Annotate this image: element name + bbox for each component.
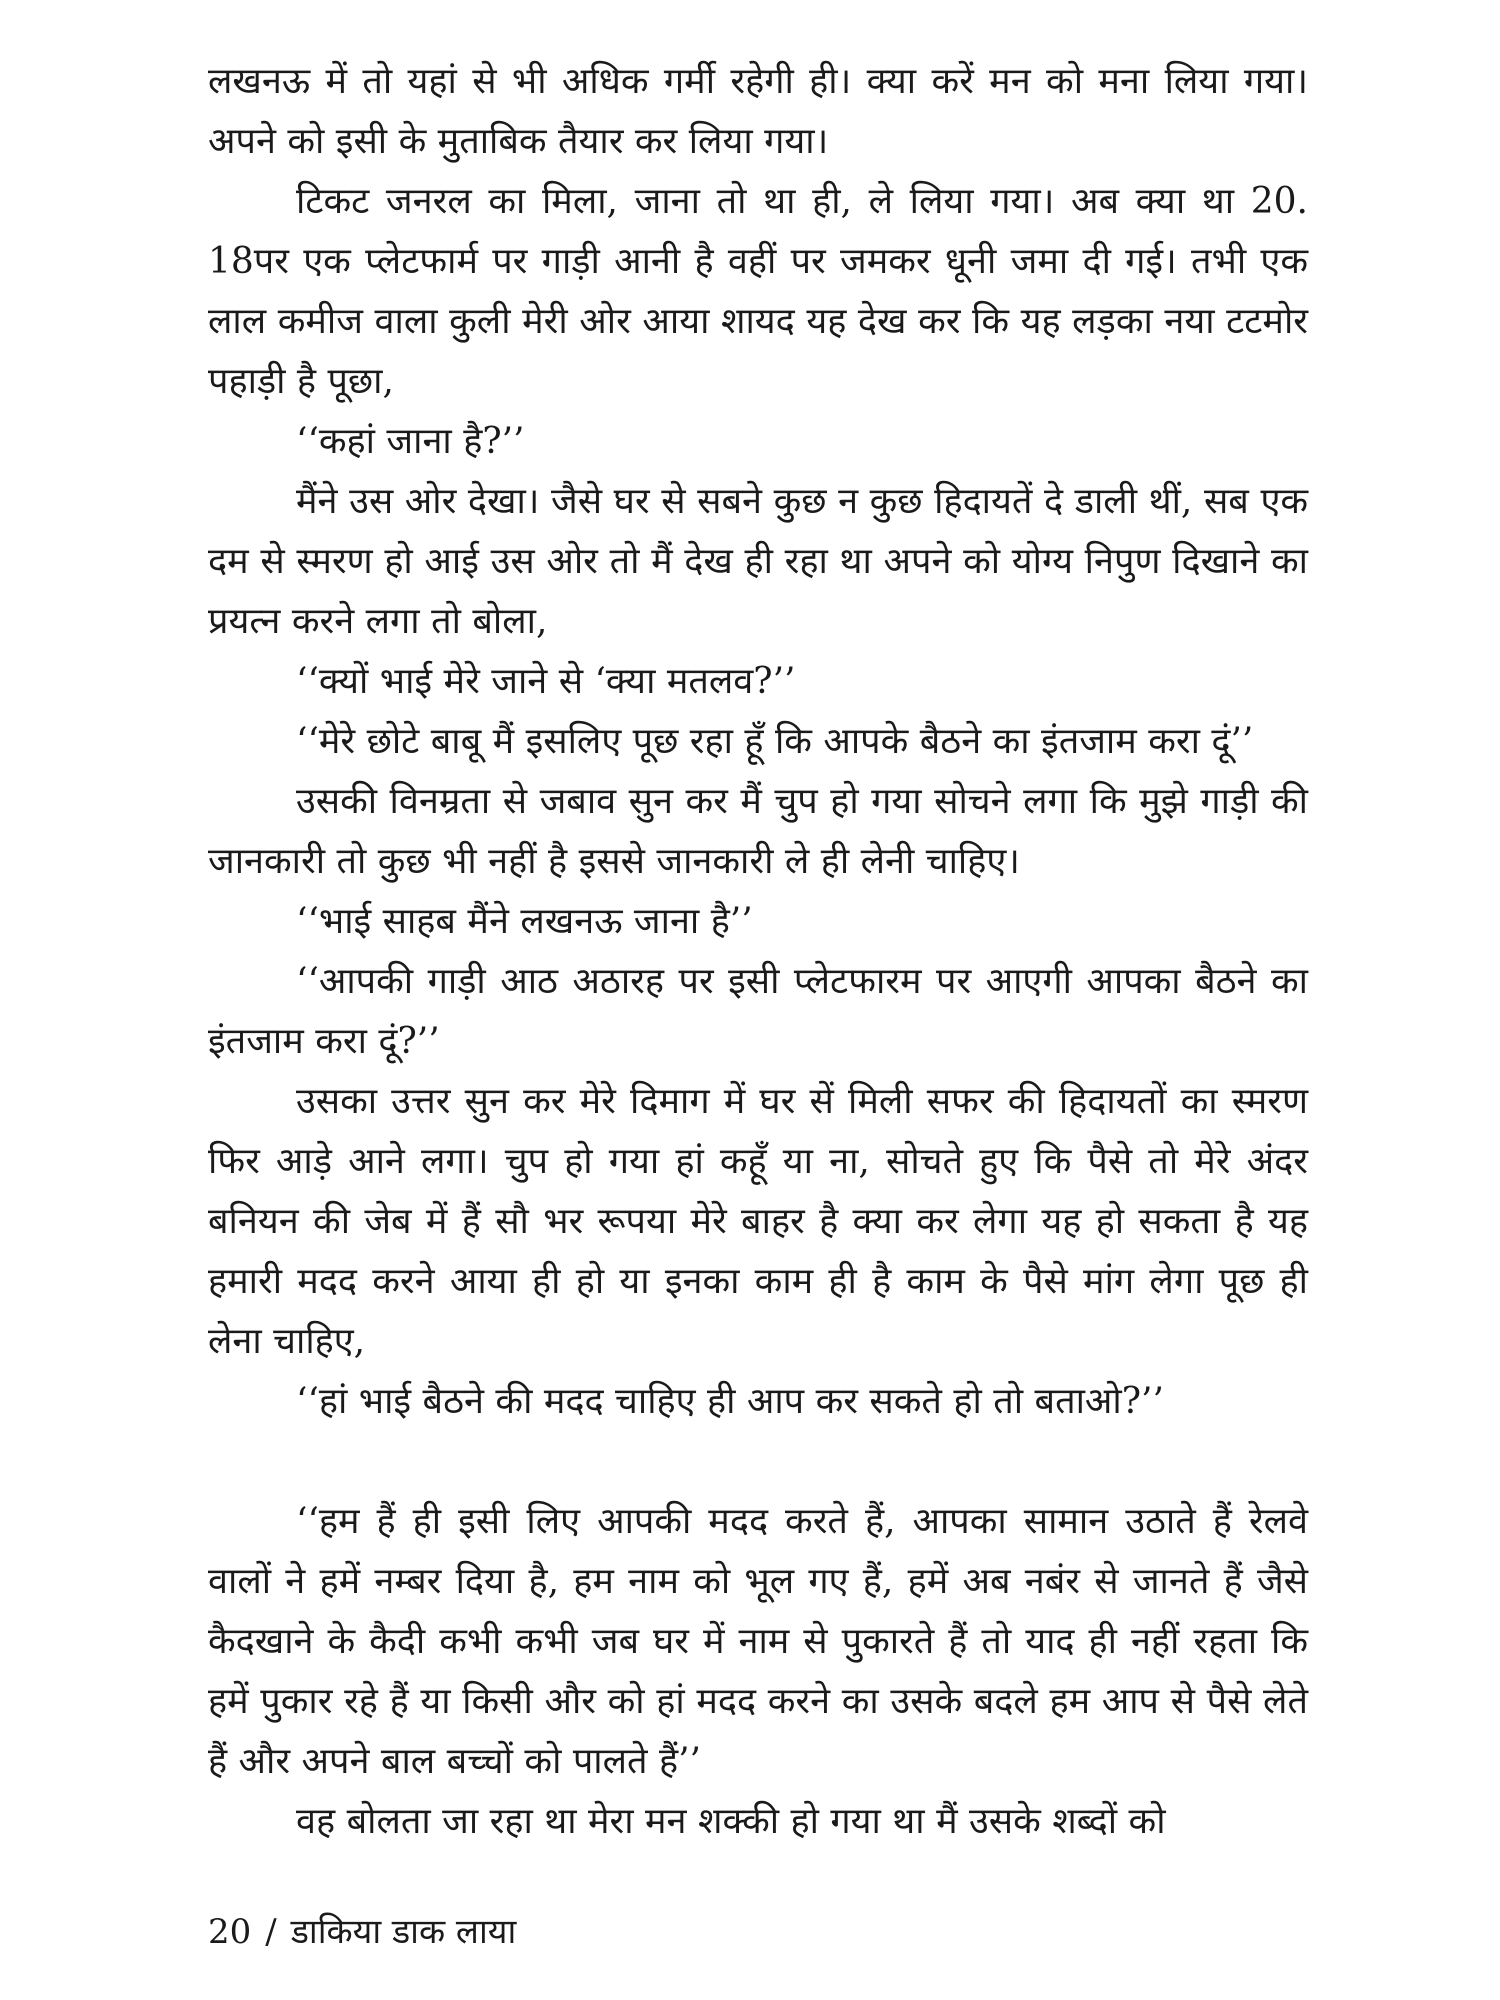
body-text xyxy=(208,52,1308,1852)
page-footer xyxy=(208,1908,516,1956)
page-number: 20 xyxy=(208,1912,252,1952)
dialogue-line: ‘‘मेरे छोटे बाबू मैं इसलिए पूछ रहा हूँ कि आपके बैठने का इंतजाम करा दूं’’ xyxy=(296,721,1254,762)
paragraph: उसकी विनम्रता से जबाव सुन कर मैं चुप हो गया सोचने लगा कि मुझे गाड़ी की जानकारी तो कुछ भी नहीं है इससे जानकारी ले ही लेनी चाहिए। xyxy=(208,781,1308,882)
book-title: डाकिया डाक लाया xyxy=(290,1912,517,1952)
paragraph: उसका उत्तर सुन कर मेरे दिमाग में घर सें मिली सफर की हिदायतों का स्मरण फिर आड़े आने लगा। चुप हो गया हां कहूँ या ना, सोचते हुए कि पैसे तो मेरे अंदर बनियन की जेब में हैं सौ भर रूपया मेरे बाहर है क्या कर लेगा यह हो सकता है यह हमारी मदद करने आया ही हो या इनका काम ही है काम के पैसे मांग लेगा पूछ ही लेना चाहिए, xyxy=(208,1081,1308,1362)
paragraph: टिकट जनरल का मिला, जाना तो था ही, ले लिया गया। अब क्या था 20. 18पर एक प्लेटफार्म पर गाड़ी आनी है वहीं पर जमकर धूनी जमा दी गई। तभी एक लाल कमीज वाला कुली मेरी ओर आया शायद यह देख कर कि यह लड़का नया टटमोर पहाड़ी है पूछा, xyxy=(208,181,1308,402)
dialogue-line: ‘‘हां भाई बैठने की मदद चाहिए ही आप कर सकते हो तो बताओ?’’ xyxy=(296,1381,1164,1422)
paragraph: मैंने उस ओर देखा। जैसे घर से सबने कुछ न कुछ हिदायतें दे डाली थीं, सब एक दम से स्मरण हो आई उस ओर तो मैं देख ही रहा था अपने को योग्य निपुण दिखाने का प्रयत्न करने लगा तो बोला, xyxy=(208,481,1308,642)
dialogue-line: ‘‘आपकी गाड़ी आठ अठारह पर इसी प्लेटफारम पर आएगी आपका बैठने का इंतजाम करा दूं?’’ xyxy=(208,961,1308,1062)
paragraph: वह बोलता जा रहा था मेरा मन शक्की हो गया था मैं उसके शब्दों को xyxy=(296,1801,1166,1842)
dialogue-line: ‘‘क्यों भाई मेरे जाने से ‘क्या मतलव?’’ xyxy=(296,661,796,702)
paragraph: लखनऊ में तो यहां से भी अधिक गर्मी रहेगी ही। क्या करें मन को मना लिया गया। अपने को इसी के मुताबिक तैयार कर लिया गया। xyxy=(208,61,1308,162)
dialogue-line: ‘‘कहां जाना है?’’ xyxy=(296,421,525,462)
footer-separator: / xyxy=(265,1912,277,1952)
dialogue-line: ‘‘भाई साहब मैंने लखनऊ जाना है’’ xyxy=(296,901,753,942)
dialogue-paragraph: ‘‘हम हैं ही इसी लिए आपकी मदद करते हैं, आपका सामान उठाते हैं रेलवे वालों ने हमें नम्बर दिया है, हम नाम को भूल गए हैं, हमें अब नबंर से जानते हैं जैसे कैदखाने के कैदी कभी कभी जब घर में नाम से पुकारते हैं तो याद ही नहीं रहता कि हमें पुकार रहे हैं या किसी और को हां मदद करने का उसके बदले हम आप से पैसे लेते हैं और अपने बाल बच्चों को पालते हैं’’ xyxy=(208,1501,1308,1782)
